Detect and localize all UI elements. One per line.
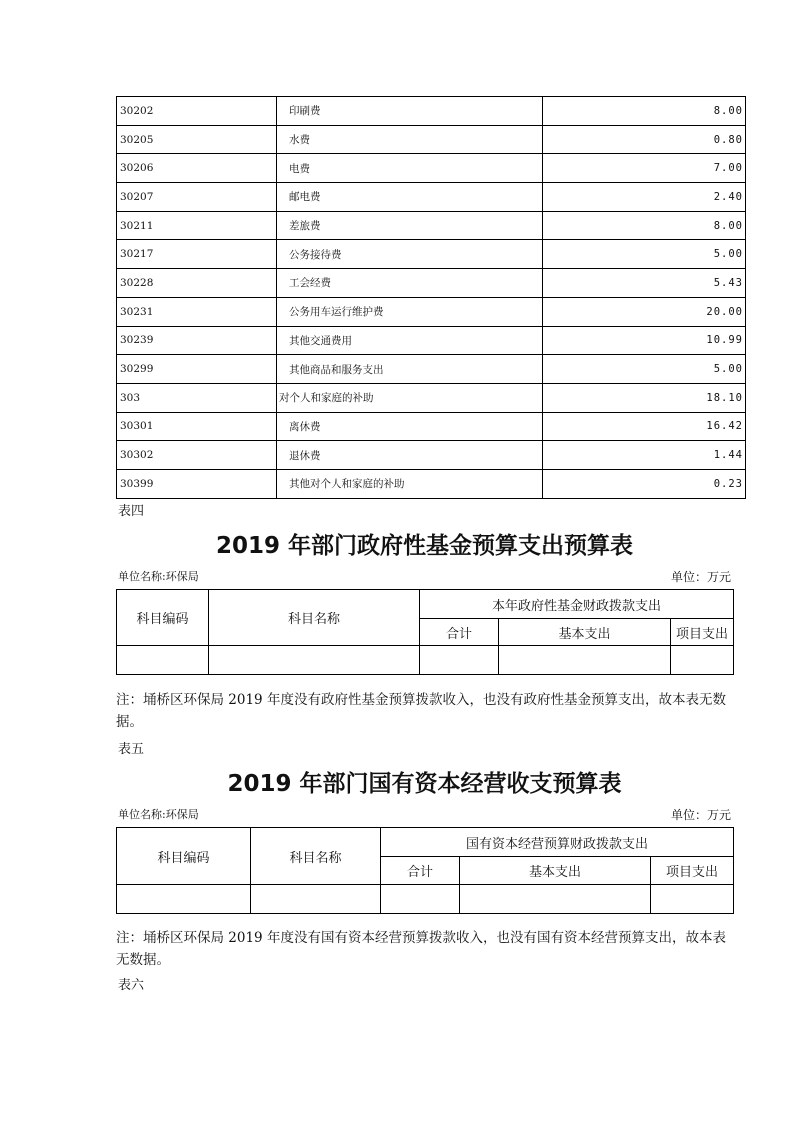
- row-amount: 5.00: [543, 240, 746, 269]
- table5-cell: [251, 885, 381, 914]
- table5-header-total: 合计: [381, 857, 460, 885]
- table5-cell: [651, 885, 734, 914]
- row-amount: 16.42: [543, 412, 746, 441]
- table-row: [117, 326, 746, 355]
- table-row: [117, 383, 746, 412]
- row-name: 离休费: [277, 412, 543, 441]
- row-name: 水费: [277, 125, 543, 154]
- table-row: [117, 412, 746, 441]
- row-name: 工会经费: [277, 269, 543, 298]
- table4-empty-row: [117, 646, 734, 675]
- row-amount: 1.44: [543, 441, 746, 470]
- row-code: 30217: [117, 240, 277, 269]
- row-code: 30206: [117, 154, 277, 183]
- table5-note: 注：埇桥区环保局 2019 年度没有国有资本经营预算拨款收入，也没有国有资本经营预算支出，故本表无数据。: [116, 930, 726, 968]
- table4-label: 表四: [118, 504, 145, 519]
- row-code: 30301: [117, 412, 277, 441]
- row-amount: 10.99: [543, 326, 746, 355]
- table4-unit-name: 单位名称:环保局: [118, 570, 199, 583]
- table5-header-code: 科目编码: [117, 828, 251, 885]
- row-name: 其他对个人和家庭的补助: [277, 469, 543, 498]
- row-amount: 0.23: [543, 469, 746, 498]
- table4-note: 注：埇桥区环保局 2019 年度没有政府性基金预算拨款收入，也没有政府性基金预算支出，故本表无数据。: [116, 692, 726, 730]
- row-code: 303: [117, 383, 277, 412]
- table4-cell: [209, 646, 420, 675]
- row-name: 差旅费: [277, 211, 543, 240]
- table5-header-name: 科目名称: [251, 828, 381, 885]
- row-amount: 0.80: [543, 125, 746, 154]
- table4-grid: [116, 589, 734, 675]
- table5-header-basic: 基本支出: [460, 857, 651, 885]
- row-code: 30239: [117, 326, 277, 355]
- table5-title: 2019 年部门国有资本经营收支预算表: [227, 771, 622, 797]
- row-amount: 5.43: [543, 269, 746, 298]
- table4-cell: [420, 646, 499, 675]
- row-name: 公务接待费: [277, 240, 543, 269]
- table4-header-name: 科目名称: [209, 590, 420, 646]
- row-code: 30299: [117, 355, 277, 384]
- row-name: 其他交通费用: [277, 326, 543, 355]
- table5-header-group: 国有资本经营预算财政拨款支出: [381, 828, 734, 857]
- row-amount: 8.00: [543, 211, 746, 240]
- row-name: 邮电费: [277, 183, 543, 212]
- row-amount: 2.40: [543, 183, 746, 212]
- table5-header-project: 项目支出: [651, 857, 734, 885]
- row-code: 30302: [117, 441, 277, 470]
- table-row: [117, 154, 746, 183]
- row-code: 30207: [117, 183, 277, 212]
- table5-cell: [460, 885, 651, 914]
- table4-unit: 单位：万元: [670, 570, 731, 584]
- table-row: [117, 269, 746, 298]
- table5-label: 表五: [118, 742, 145, 757]
- row-name: 其他商品和服务支出: [277, 355, 543, 384]
- row-amount: 20.00: [543, 297, 746, 326]
- table-row: [117, 240, 746, 269]
- row-name: 公务用车运行维护费: [277, 297, 543, 326]
- table-row: [117, 125, 746, 154]
- table-row: [117, 441, 746, 470]
- table5-cell: [117, 885, 251, 914]
- row-amount: 8.00: [543, 97, 746, 126]
- row-amount: 5.00: [543, 355, 746, 384]
- table5-empty-row: [117, 885, 734, 914]
- table4-cell: [499, 646, 671, 675]
- table-row: [117, 297, 746, 326]
- table4-header-project: 项目支出: [671, 619, 734, 646]
- row-code: 30399: [117, 469, 277, 498]
- table4-cell: [117, 646, 209, 675]
- row-name: 退休费: [277, 441, 543, 470]
- table4-header-group: 本年政府性基金财政拨款支出: [420, 590, 734, 619]
- expenditure-table-continued: [116, 96, 746, 499]
- table5-unit-name: 单位名称:环保局: [118, 808, 199, 821]
- row-code: 30231: [117, 297, 277, 326]
- table-row: [117, 97, 746, 126]
- table4-cell: [671, 646, 734, 675]
- table5-grid: [116, 827, 734, 914]
- table6-label: 表六: [118, 978, 145, 993]
- table4-header-basic: 基本支出: [499, 619, 671, 646]
- row-code: 30205: [117, 125, 277, 154]
- row-code: 30211: [117, 211, 277, 240]
- row-name: 电费: [277, 154, 543, 183]
- table-row: [117, 183, 746, 212]
- table-row: [117, 469, 746, 498]
- expenditure-table-body: [117, 97, 746, 499]
- table-row: [117, 355, 746, 384]
- row-amount: 18.10: [543, 383, 746, 412]
- table4-header-code: 科目编码: [117, 590, 209, 646]
- table4-title: 2019 年部门政府性基金预算支出预算表: [215, 533, 634, 559]
- table4-header-total: 合计: [420, 619, 499, 646]
- row-name: 印刷费: [277, 97, 543, 126]
- table5-cell: [381, 885, 460, 914]
- table5-unit: 单位：万元: [670, 808, 731, 822]
- table-row: [117, 211, 746, 240]
- row-amount: 7.00: [543, 154, 746, 183]
- row-code: 30202: [117, 97, 277, 126]
- row-name: 对个人和家庭的补助: [277, 383, 543, 412]
- row-code: 30228: [117, 269, 277, 298]
